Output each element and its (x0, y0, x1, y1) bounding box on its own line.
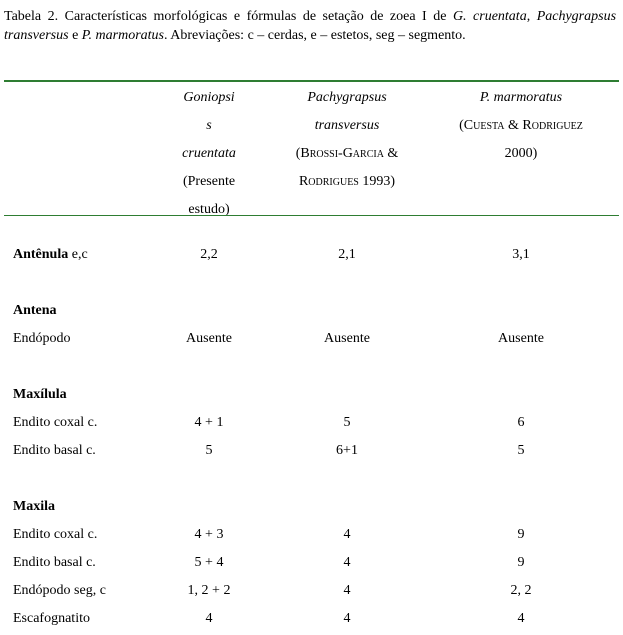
caption-species-1: G. cruentata (452, 9, 527, 24)
cell-pachygrapsus: 4 (343, 583, 351, 598)
column-header-goniopsis (165, 84, 253, 224)
cell-marmoratus: 3,1 (512, 247, 530, 262)
cell-goniopsis: 4 + 3 (194, 527, 224, 542)
cell-marmoratus: 2, 2 (510, 583, 532, 598)
cell-pachygrapsus: Ausente (324, 331, 370, 346)
cell-goniopsis: 2,2 (200, 247, 218, 262)
table-section-antena (0, 297, 623, 325)
row-label: Escafognatito (13, 611, 90, 626)
cell-pachygrapsus: 4 (343, 555, 351, 570)
row-label: Endito basal c. (13, 443, 96, 458)
row-label-main: Antênula (13, 247, 69, 262)
col1-line5: estudo) (188, 202, 230, 217)
caption-text-2: . Abreviações: c – cerdas, e – estetos, seg – segmento. (163, 28, 466, 43)
cell-goniopsis: 5 (205, 443, 213, 458)
col3-line1: P. marmoratus (479, 90, 563, 105)
row-label-suffix: e,c (68, 247, 88, 262)
cell-marmoratus: 9 (517, 527, 525, 542)
table-row-antenula (0, 241, 623, 269)
cell-goniopsis: 4 (205, 611, 213, 626)
col2-line1: Pachygrapsus (307, 90, 387, 105)
cell-pachygrapsus: 4 (343, 611, 351, 626)
cell-pachygrapsus: 6+1 (336, 443, 358, 458)
col2-line4: Rodrigues 1993) (298, 174, 396, 189)
cell-goniopsis: 4 + 1 (194, 415, 224, 430)
table-row-escafognatito (0, 605, 623, 633)
table-section-maxilula (0, 381, 623, 409)
col2-line2: transversus (314, 118, 380, 133)
section-label: Maxílula (13, 387, 67, 402)
caption-species-3: P. marmoratus (81, 28, 164, 43)
table-header-rule (4, 215, 619, 216)
table-caption (4, 7, 616, 45)
table-row-maxilula-basal (0, 437, 623, 465)
cell-goniopsis: Ausente (186, 331, 232, 346)
table-section-maxila (0, 493, 623, 521)
cell-goniopsis: 1, 2 + 2 (187, 583, 231, 598)
col3-line3: 2000) (504, 146, 538, 161)
cell-marmoratus: Ausente (498, 331, 544, 346)
row-label: Endito basal c. (13, 555, 96, 570)
col1-line4: (Presente (182, 174, 236, 189)
cell-pachygrapsus: 2,1 (338, 247, 356, 262)
col1-line1: Goniopsi (183, 90, 235, 105)
caption-sep-1: , (526, 9, 537, 24)
row-label: Endópodo (13, 331, 71, 346)
section-label: Maxila (13, 499, 55, 514)
cell-marmoratus: 4 (517, 611, 525, 626)
col2-line3: (Brossi-Garcia & (295, 146, 399, 161)
col3-line2: (Cuesta & Rodriguez (459, 118, 583, 133)
column-header-marmoratus (430, 84, 612, 168)
row-label: Endito coxal c. (13, 527, 98, 542)
table-row-maxila-coxal (0, 521, 623, 549)
col1-line2: s (206, 118, 212, 133)
cell-marmoratus: 9 (517, 555, 525, 570)
cell-marmoratus: 5 (517, 443, 525, 458)
row-label: Endópodo seg, c (13, 583, 106, 598)
row-label: Endito coxal c. (13, 415, 98, 430)
cell-pachygrapsus: 5 (343, 415, 351, 430)
col1-line3: cruentata (182, 146, 236, 161)
table-row-maxila-basal (0, 549, 623, 577)
table-row-maxilula-coxal (0, 409, 623, 437)
cell-pachygrapsus: 4 (343, 527, 351, 542)
caption-label: Tabela 2. (4, 9, 59, 24)
table-row-maxila-endopodo (0, 577, 623, 605)
cell-goniopsis: 5 + 4 (194, 555, 224, 570)
caption-species-2: Pachygrapsus transversus (4, 9, 617, 43)
table-top-rule (4, 80, 619, 82)
row-label (13, 241, 88, 269)
cell-marmoratus: 6 (517, 415, 525, 430)
section-label: Antena (13, 303, 57, 318)
table-row-endopodo (0, 325, 623, 353)
column-header-pachygrapsus (272, 84, 422, 196)
caption-text-1: Características morfológicas e fórmulas de setação de zoea I de (58, 9, 453, 24)
caption-sep-2: e (68, 28, 82, 43)
